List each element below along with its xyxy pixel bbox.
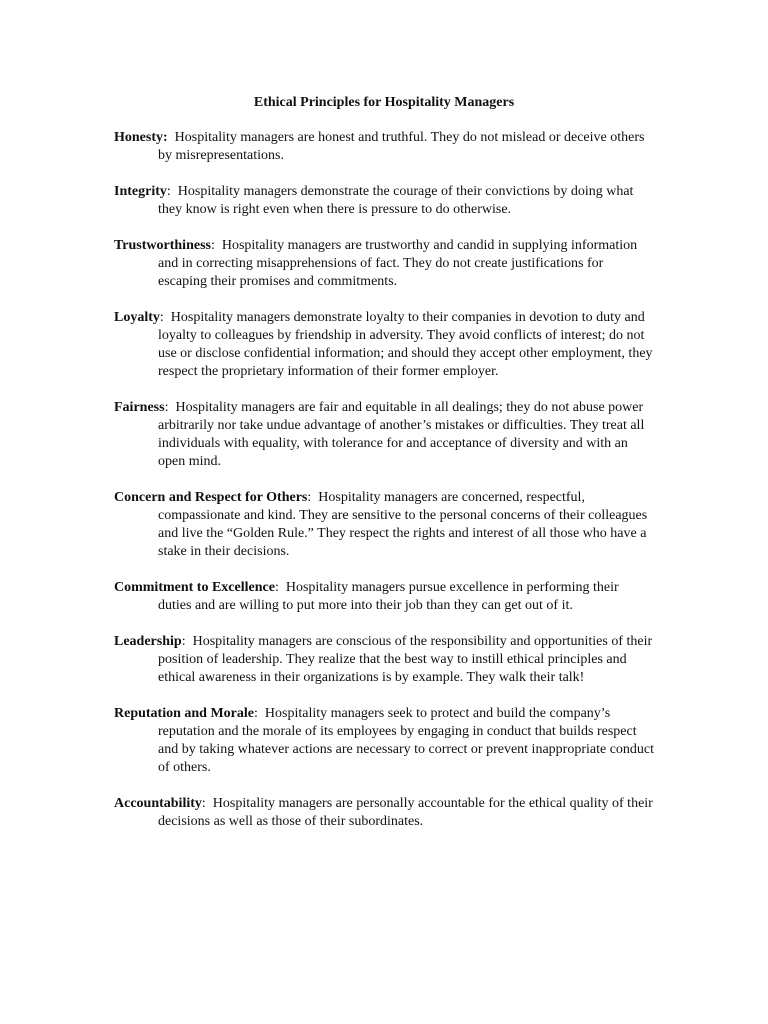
principle-text: Hospitality managers are concerned, respectful, compassionate and kind. They are sensitive to the personal concerns of their colleagues and live the “Golden Rule.” They respect the rights and interest of all those who have a stake in their decisions. (158, 490, 648, 559)
principle-term: Honesty: (114, 130, 168, 145)
principle-text: Hospitality managers demonstrate loyalty to their companies in devotion to duty and loyalty to colleagues by friendship in adversity. They avoid conflicts of interest; do not use or disclose confidential information; and should they accept other employment, they respect the proprietary information of their former employer. (158, 310, 653, 379)
principle-text: Hospitality managers are personally accountable for the ethical quality of their decisions as well as those of their subordinates. (158, 796, 653, 829)
principle-term: Commitment to Excellence (114, 580, 275, 595)
principles-list (114, 129, 654, 849)
principle-accountability (114, 795, 654, 831)
principle-separator: : (159, 310, 171, 325)
principle-term: Trustworthiness (114, 238, 211, 253)
principle-loyalty (114, 309, 654, 381)
principle-term: Concern and Respect for Others (114, 490, 308, 505)
principle-separator (168, 130, 175, 145)
principle-integrity (114, 183, 654, 219)
principle-text: Hospitality managers seek to protect and build the company’s reputation and the morale of its employees by engaging in conduct that builds respect and by taking whatever actions are necessary to correct or prevent inappropriate conduct of others. (158, 706, 655, 775)
principle-separator: : (274, 580, 286, 595)
principle-honesty (114, 129, 654, 165)
principle-text: Hospitality managers are fair and equitable in all dealings; they do not abuse power arbitrarily nor take undue advantage of another’s mistakes or difficulties. They treat all individuals with equality, with tolerance for and acceptance of diversity and with an open mind. (158, 400, 645, 469)
principle-commitment-to-excellence (114, 579, 654, 615)
principle-leadership (114, 633, 654, 687)
principle-term: Accountability (114, 796, 202, 811)
principle-separator: : (181, 634, 193, 649)
principle-term: Loyalty (114, 310, 160, 325)
principle-fairness (114, 399, 654, 471)
principle-text: Hospitality managers pursue excellence in performing their duties and are willing to put more into their job than they can get out of it. (158, 580, 619, 613)
principle-separator: : (210, 238, 222, 253)
principle-separator: : (166, 184, 178, 199)
principle-separator: : (164, 400, 176, 415)
principle-concern-and-respect (114, 489, 654, 561)
principle-term: Leadership (114, 634, 182, 649)
document-title: Ethical Principles for Hospitality Managers (253, 95, 515, 110)
principle-text: Hospitality managers are honest and truthful. They do not mislead or deceive others by misrepresentations. (158, 130, 645, 163)
principle-text: Hospitality managers demonstrate the courage of their convictions by doing what they know is right even when there is pressure to do otherwise. (158, 184, 634, 217)
principle-text: Hospitality managers are trustworthy and candid in supplying information and in correcting misapprehensions of fact. They do not create justifications for escaping their promises and commitments. (158, 238, 638, 289)
principle-separator: : (254, 706, 265, 721)
principle-term: Integrity (114, 184, 167, 199)
principle-text: Hospitality managers are conscious of the responsibility and opportunities of their position of leadership. They realize that the best way to instill ethical principles and ethical awareness in their organizations is by example. They walk their talk! (158, 634, 653, 685)
principle-reputation-and-morale (114, 705, 654, 777)
principle-term: Reputation and Morale (114, 706, 254, 721)
principle-term: Fairness (114, 400, 165, 415)
principle-separator: : (307, 490, 319, 505)
principle-trustworthiness (114, 237, 654, 291)
principle-separator: : (201, 796, 213, 811)
